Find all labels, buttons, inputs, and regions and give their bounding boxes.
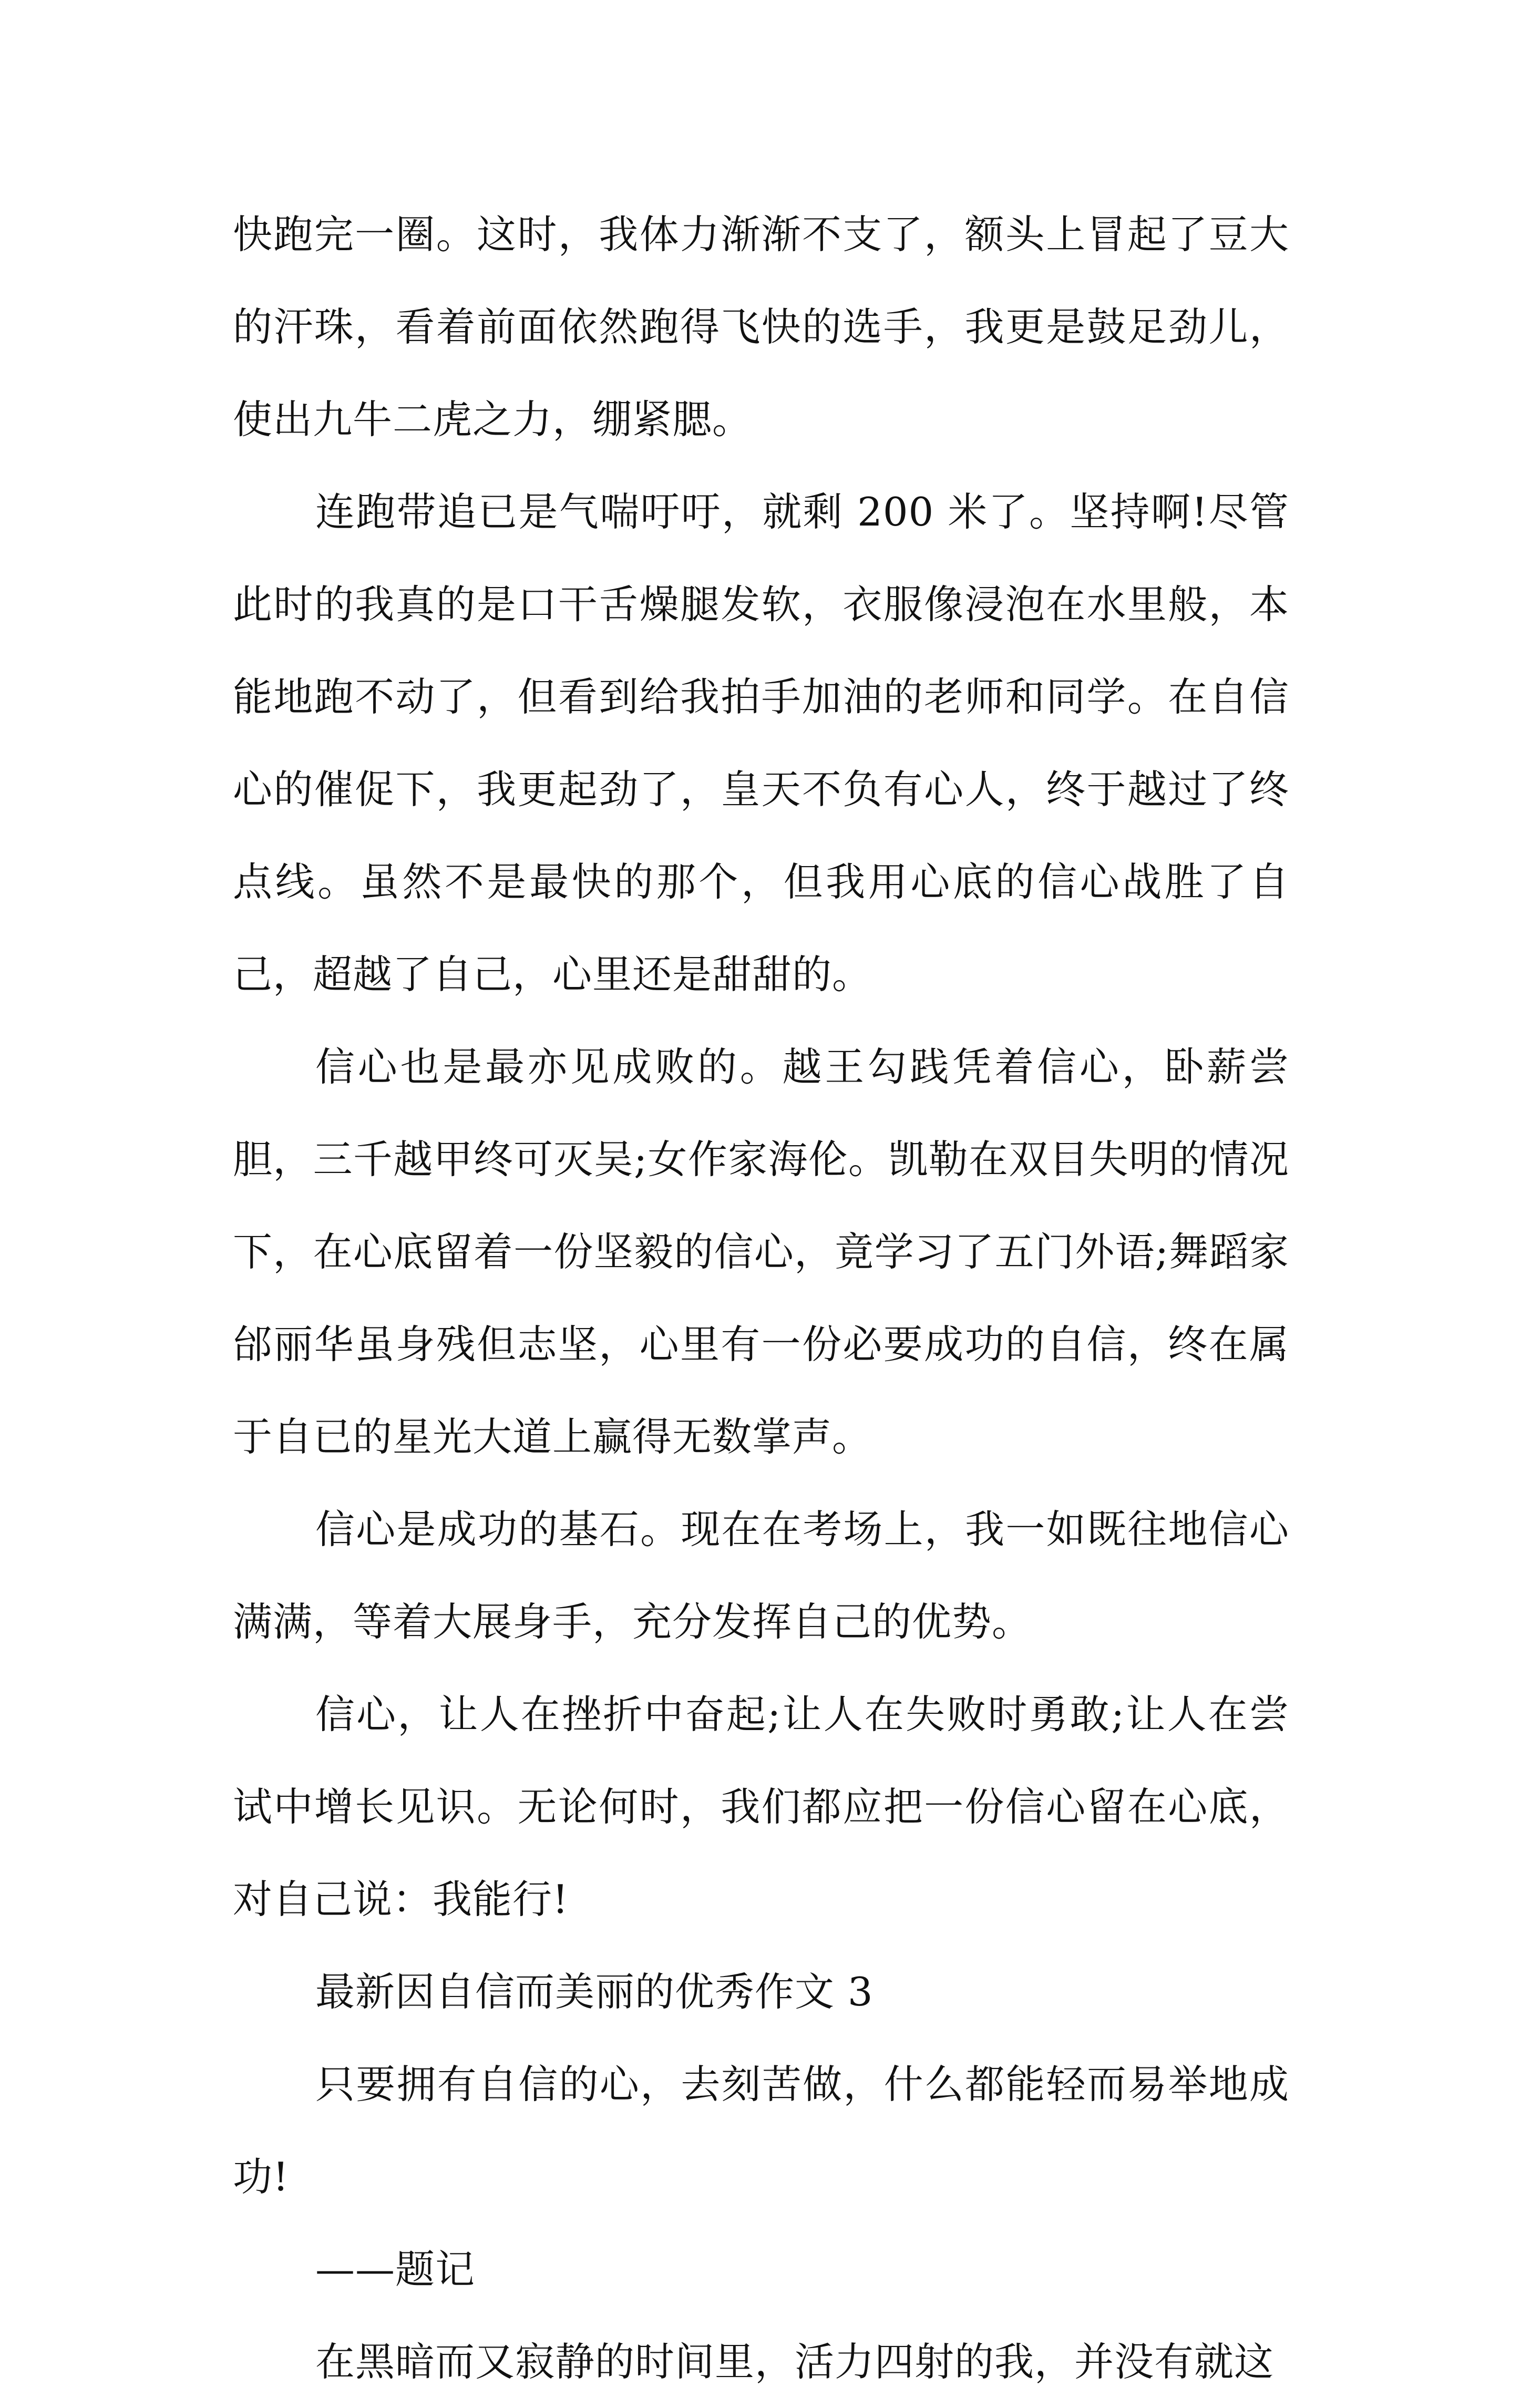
paragraph: 信心是成功的基石。现在在考场上，我一如既往地信心满满，等着大展身手，充分发挥自己的优势。	[233, 1506, 1289, 1645]
paragraph-continued: 快跑完一圈。这时，我体力渐渐不支了，额头上冒起了豆大的汗珠，看着前面依然跑得飞快的选手，我更是鼓足劲儿，使出九牛二虎之力，绷紧腮。	[233, 211, 1289, 443]
paragraph: 连跑带追已是气喘吁吁，就剩 200 米了。坚持啊!尽管此时的我真的是口干舌燥腿发软，衣服像浸泡在水里般，本能地跑不动了，但看到给我拍手加油的老师和同学。在自信心的催促下，我更起劲了，皇天不负有心人，终于越过了终点线。虽然不是最快的那个，但我用心底的信心战胜了自己，超越了自己，心里还是甜甜的。	[233, 489, 1289, 997]
paragraph: 信心，让人在挫折中奋起;让人在失败时勇敢;让人在尝试中增长见识。无论何时，我们都应把一份信心留在心底，对自己说：我能行!	[233, 1691, 1289, 1922]
epigraph-attribution: ——题记	[315, 2246, 476, 2292]
paragraph: 在黑暗而又寂静的时间里，活力四射的我，并没有就这	[315, 2339, 1275, 2385]
paragraph: 信心也是最亦见成败的。越王勾践凭着信心，卧薪尝胆，三千越甲终可灭吴;女作家海伦。凯勒在双目失明的情况下，在心底留着一份坚毅的信心，竟学习了五门外语;舞蹈家邰丽华虽身残但志坚，心里有一份必要成功的自信，终在属于自已的星光大道上赢得无数掌声。	[233, 1044, 1289, 1460]
epigraph: 只要拥有自信的心，去刻苦做，什么都能轻而易举地成功!	[233, 2061, 1289, 2200]
section-heading: 最新因自信而美丽的优秀作文 3	[315, 1969, 873, 2015]
document-body	[233, 188, 1289, 2408]
